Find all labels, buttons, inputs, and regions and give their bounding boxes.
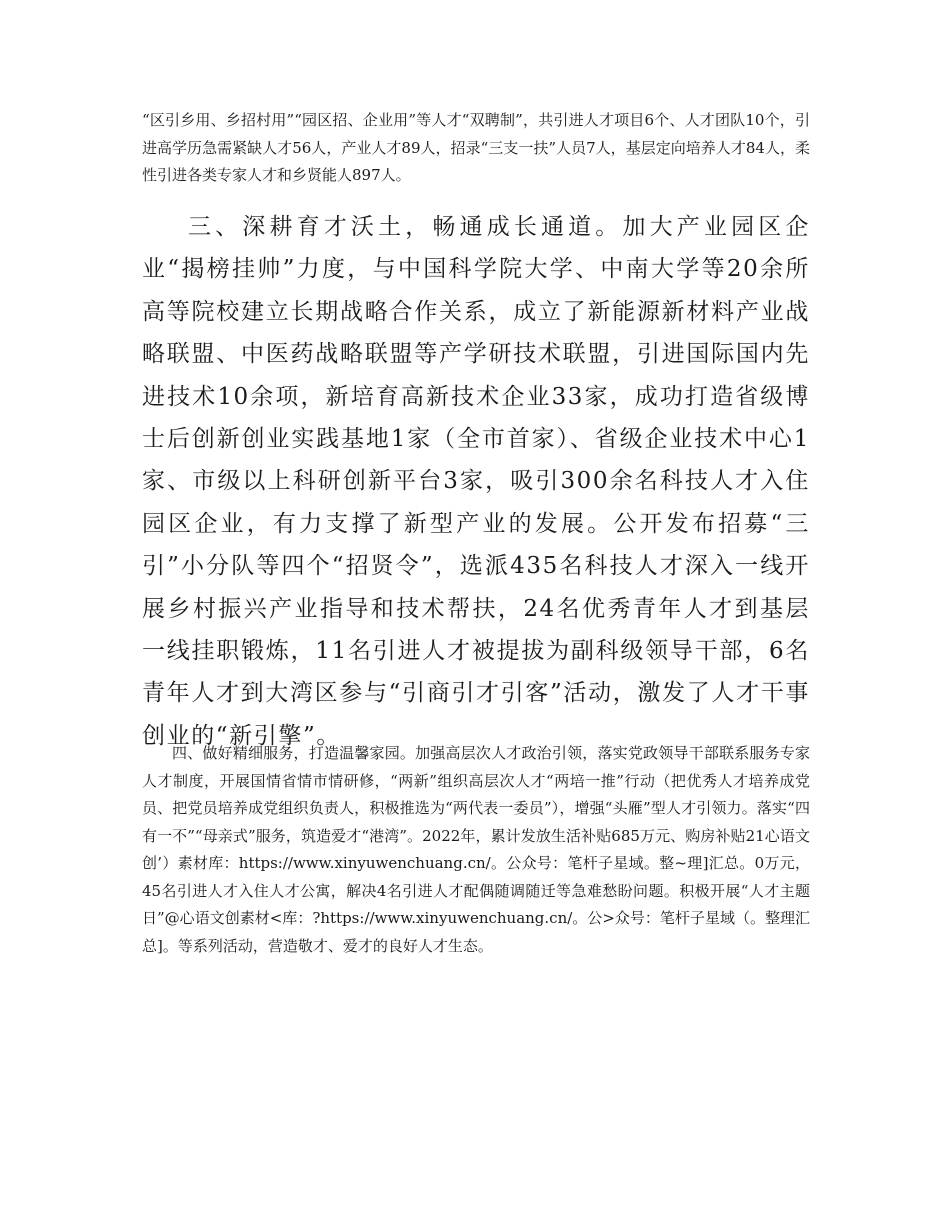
paragraph-section-three: 三、深耕育才沃土，畅通成长通道。加大产业园区企业“揭榜挂帅”力度，与中国科学院大学、中南大学等20余所高等院校建立长期战略合作关系，成立了新能源新材料产业战略联盟、中医药战略联盟等产学研技术联盟，引进国际国内先进技术10余项，新培育高新技术企业33家，成功打造省级博士后创新创业实践基地1家（全市首家）、省级企业技术中心1家、市级以上科研创新平台3家，吸引300余名科技人才入住园区企业，有力支撑了新型产业的发展。公开发布招募“三引”小分队等四个“招贤令”，选派435名科技人才深入一线开展乡村振兴产业指导和技术帮扶，24名优秀青年人才到基层一线挂职锻炼，11名引进人才被提拔为副科级领导干部，6名青年人才到大湾区参与“引商引才引客”活动，激发了人才干事创业的“新引擎”。 bbox=[142, 214, 810, 749]
paragraph-talent-recruitment-stats: “区引乡用、乡招村用”“园区招、企业用”等人才“双聘制”，共引进人才项目6个、人才团队10个，引进高学历急需紧缺人才56人，产业人才89人，招录“三支一扶”人员7人，基层定向培养人才84人，柔性引进各类专家人才和乡贤能人897人。 bbox=[142, 111, 810, 184]
paragraph-section-four: 四、做好精细服务，打造温馨家园。加强高层次人才政治引领，落实党政领导干部联系服务专家人才制度，开展国情省情市情研修，“两新”组织高层次人才“两培一推”行动（把优秀人才培养成党员、把党员培养成党组织负责人，积极推选为“两代表一委员”），增强“头雁”型人才引领力。落实“四有一不”“母亲式”服务，筑造爱才“港湾”。2022年，累计发放生活补贴685万元、购房补贴21心语文创’）素材库：https://www.xinyuwenchuang.cn/。公众号：笔杆子星域。整~理]汇总。0万元，45名引进人才入住人才公寓，解决4名引进人才配偶随调随迁等急难愁盼问题。积极开展“人才主题日”@心语文创素材<库：?https://www.xinyuwenchuang.cn/。公>众号：笔杆子星域（。整理汇总]。等系列活动，营造敬才、爱才的良好人才生态。 bbox=[142, 744, 810, 955]
